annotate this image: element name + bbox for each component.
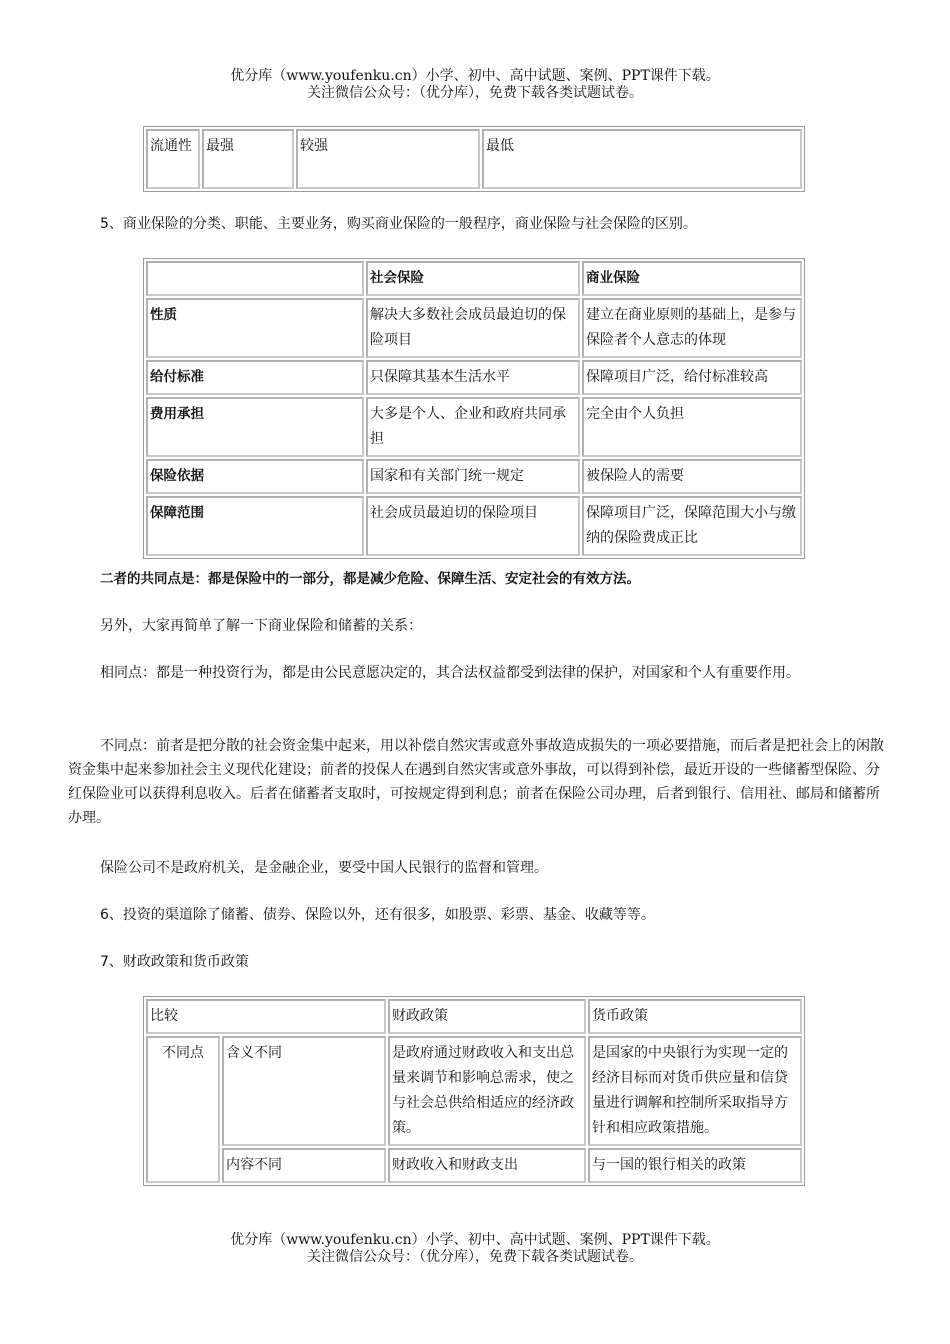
table-row [146, 360, 802, 395]
table-cell: 保障项目广泛，给付标准较高 [582, 360, 802, 395]
table-row [146, 1036, 802, 1146]
table-cell: 较强 [296, 129, 480, 189]
header-line-1: 优分库（www.youfenku.cn）小学、初中、高中试题、案例、PPT课件下载。 [230, 68, 720, 84]
row-label: 保险依据 [146, 459, 364, 494]
table-header-cell: 财政政策 [388, 999, 586, 1034]
table-header-row [146, 261, 802, 296]
table-header-cell [146, 261, 364, 296]
row-label: 含义不同 [222, 1036, 386, 1146]
table-header-row [146, 999, 802, 1034]
group-label: 不同点 [146, 1036, 220, 1183]
table-header-cell: 社会保险 [366, 261, 580, 296]
section-6-paragraph [68, 903, 888, 927]
page-footer [0, 1232, 950, 1266]
insurance-company-paragraph: 保险公司不是政府机关，是金融企业，要受中国人民银行的监督和管理。 [100, 860, 548, 876]
table-cell: 保障项目广泛，保障范围大小与缴纳的保险费成正比 [582, 496, 802, 556]
common-points-paragraph: 二者的共同点是：都是保险中的一部分，都是减少危险、保障生活、安定社会的有效方法。 [100, 571, 640, 587]
table-cell: 国家和有关部门统一规定 [366, 459, 580, 494]
table-cell: 完全由个人负担 [582, 397, 802, 457]
table-cell: 社会成员最迫切的保险项目 [366, 496, 580, 556]
page-header [0, 68, 950, 102]
row-label: 保障范围 [146, 496, 364, 556]
table-cell: 最强 [202, 129, 294, 189]
table-cell: 大多是个人、企业和政府共同承担 [366, 397, 580, 457]
intro-paragraph: 另外，大家再简单了解一下商业保险和储蓄的关系： [100, 618, 422, 634]
table-cell: 被保险人的需要 [582, 459, 802, 494]
section-number: 7、 [100, 954, 123, 970]
row-label: 性质 [146, 298, 364, 358]
section-text: 商业保险的分类、职能、主要业务，购买商业保险的一般程序，商业保险与社会保险的区别。 [122, 216, 697, 232]
table-cell: 流通性 [146, 129, 200, 189]
insurance-comparison-table [143, 258, 805, 559]
table-cell: 是国家的中央银行为实现一定的经济目标而对货币供应量和信贷量进行调解和控制所采取指导方针和相应政策措施。 [588, 1036, 802, 1146]
table-row [146, 129, 802, 189]
table-header-cell: 商业保险 [582, 261, 802, 296]
table-cell: 与一国的银行相关的政策 [588, 1148, 802, 1183]
table-row [146, 397, 802, 457]
header-line-2: 关注微信公众号：（优分库），免费下载各类试题试卷。 [307, 85, 643, 101]
section-number: 6、 [100, 907, 123, 923]
table-row [146, 1148, 802, 1183]
table-cell: 只保障其基本生活水平 [366, 360, 580, 395]
table-header-cell: 货币政策 [588, 999, 802, 1034]
footer-line-2: 关注微信公众号：（优分库），免费下载各类试题试卷。 [307, 1249, 643, 1265]
table-cell: 财政收入和财政支出 [388, 1148, 586, 1183]
row-label: 内容不同 [222, 1148, 386, 1183]
row-label: 给付标准 [146, 360, 364, 395]
table-row [146, 496, 802, 556]
table-cell: 建立在商业原则的基础上，是参与保险者个人意志的体现 [582, 298, 802, 358]
section-7-heading [68, 950, 888, 974]
table-cell: 是政府通过财政收入和支出总量来调节和影响总需求，使之与社会总供给相适应的经济政策。 [388, 1036, 586, 1146]
table-row [146, 459, 802, 494]
similarities-paragraph: 相同点：都是一种投资行为，都是由公民意愿决定的，其合法权益都受到法律的保护，对国家和个人有重要作用。 [100, 665, 800, 681]
differences-paragraph: 不同点：前者是把分散的社会资金集中起来，用以补偿自然灾害或意外事故造成损失的一项必要措施，而后者是把社会上的闲散资金集中起来参加社会主义现代化建设；前者的投保人在遇到自然灾害或意外事故，可以得到补偿，最近开设的一些储蓄型保险、分红保险业可以获得利息收入。后者在储蓄者支取时，可按规定得到利息；前者在保险公司办理，后者到银行、信用社、邮局和储蓄所办理。 [68, 738, 884, 826]
liquidity-table [143, 126, 805, 192]
section-5-heading [68, 212, 888, 236]
policy-comparison-table [143, 996, 805, 1186]
table-header-cell: 比较 [146, 999, 386, 1034]
footer-line-1: 优分库（www.youfenku.cn）小学、初中、高中试题、案例、PPT课件下载。 [230, 1232, 720, 1248]
section-text: 投资的渠道除了储蓄、债券、保险以外，还有很多，如股票、彩票、基金、收藏等等。 [122, 907, 655, 923]
table-cell: 解决大多数社会成员最迫切的保险项目 [366, 298, 580, 358]
table-cell: 最低 [482, 129, 802, 189]
section-number: 5、 [100, 216, 123, 232]
table-row [146, 298, 802, 358]
section-text: 财政政策和货币政策 [122, 954, 249, 970]
row-label: 费用承担 [146, 397, 364, 457]
